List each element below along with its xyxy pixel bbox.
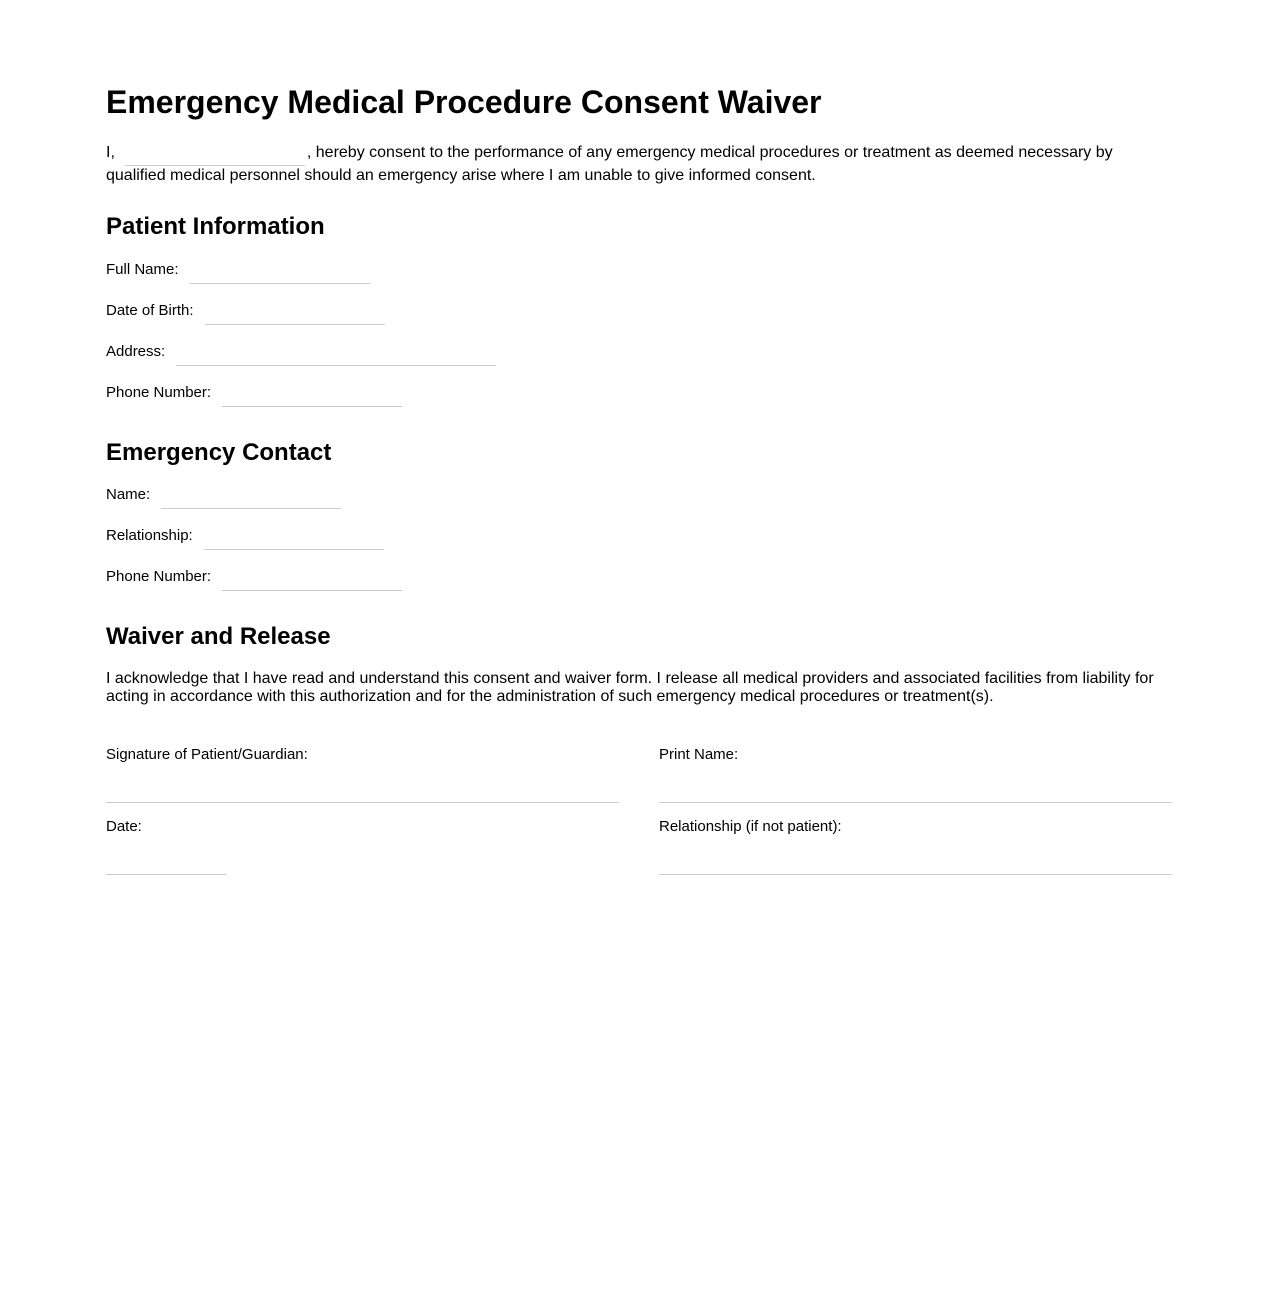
patient-phone-row	[106, 384, 402, 410]
contact-relationship-row	[106, 527, 384, 553]
date-label: Date:	[106, 818, 142, 835]
page-title: Emergency Medical Procedure Consent Waiver	[106, 84, 822, 120]
relationship-field[interactable]	[659, 856, 1172, 875]
print-name-field[interactable]	[659, 784, 1172, 803]
emergency-contact-heading: Emergency Contact	[106, 439, 332, 466]
contact-name-label: Name:	[106, 486, 151, 503]
patient-address-row	[106, 343, 496, 369]
patient-dob-label: Date of Birth:	[106, 302, 194, 319]
signature-label: Signature of Patient/Guardian:	[106, 746, 308, 763]
contact-phone-row	[106, 568, 402, 594]
intro-name-field[interactable]	[125, 148, 305, 166]
waiver-release-text: I acknowledge that I have read and understand this consent and waiver form. I release all medical providers and associated facilities from liability for acting in accordance with this authorization and for the administration of such emergency medical procedures or treatment(s).	[106, 670, 1154, 705]
contact-name-row	[106, 486, 341, 512]
intro-paragraph	[106, 143, 1172, 185]
contact-relationship-field[interactable]	[204, 528, 384, 550]
patient-full-name-row	[106, 261, 370, 287]
patient-phone-field[interactable]	[222, 385, 402, 407]
waiver-release-heading: Waiver and Release	[106, 623, 331, 650]
relationship-label: Relationship (if not patient):	[659, 818, 842, 835]
relationship-block	[659, 818, 1172, 875]
patient-dob-field[interactable]	[205, 303, 385, 325]
signature-block	[106, 746, 619, 803]
patient-information-heading: Patient Information	[106, 213, 325, 240]
date-field[interactable]	[106, 856, 226, 875]
intro-suffix: , hereby consent to the performance of any emergency medical procedures or treatment as deemed necessary by qualified medical personnel should an emergency arise where I am unable to give informed consent.	[106, 144, 1113, 184]
intro-prefix: I,	[106, 144, 115, 161]
patient-phone-label: Phone Number:	[106, 384, 212, 401]
date-block	[106, 818, 619, 875]
contact-phone-field[interactable]	[222, 569, 402, 591]
print-name-label: Print Name:	[659, 746, 739, 763]
patient-full-name-field[interactable]	[190, 262, 370, 284]
patient-address-label: Address:	[106, 343, 166, 360]
print-name-block	[659, 746, 1172, 803]
signature-field[interactable]	[106, 784, 619, 803]
patient-full-name-label: Full Name:	[106, 261, 179, 278]
patient-address-field[interactable]	[176, 344, 496, 366]
contact-name-field[interactable]	[161, 487, 341, 509]
patient-dob-row	[106, 302, 385, 328]
contact-phone-label: Phone Number:	[106, 568, 212, 585]
contact-relationship-label: Relationship:	[106, 527, 193, 544]
